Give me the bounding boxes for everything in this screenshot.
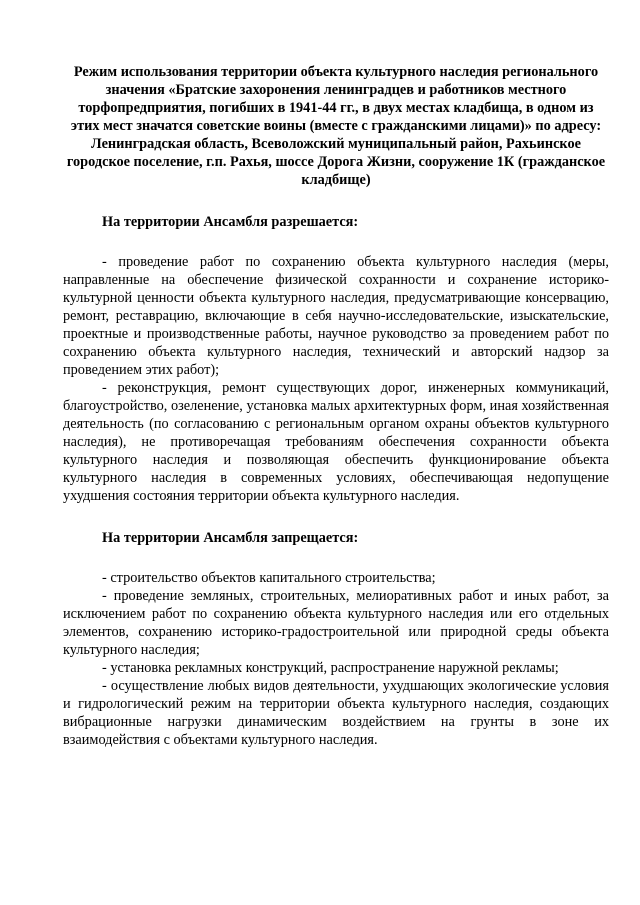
document-page bbox=[63, 63, 609, 749]
forbidden-item: - установка рекламных конструкций, распространение наружной рекламы; bbox=[102, 660, 559, 676]
forbidden-item: - осуществление любых видов деятельности, ухудшающих экологические условия и гидрологический режим на территории объекта культурного наследия, создающих вибрационные нагрузки динамическим воздействием на грунты в зоне их взаимодействия с объектами культурного наследия. bbox=[63, 678, 609, 748]
section-heading-forbidden: На территории Ансамбля запрещается: bbox=[102, 530, 359, 546]
forbidden-item: - строительство объектов капитального строительства; bbox=[102, 570, 436, 586]
section-heading-allowed: На территории Ансамбля разрешается: bbox=[102, 214, 359, 230]
forbidden-item: - проведение земляных, строительных, мелиоративных работ и иных работ, за исключением работ по сохранению объекта культурного наследия или его отдельных элементов, сохранению историко-градостроительной или природной среды объекта культурного наследия; bbox=[63, 588, 609, 658]
allowed-item: - проведение работ по сохранению объекта культурного наследия (меры, направленные на обеспечение физической сохранности и сохранение историко-культурной ценности объекта культурного наследия, предусматривающие консервацию, ремонт, реставрацию, включающие в себя научно-исследовательские, изыскательские, проектные и производственные работы, научное руководство за проведением работ по сохранению объекта культурного наследия, технический и авторский надзор за проведением этих работ); bbox=[63, 254, 609, 378]
document-title: Режим использования территории объекта культурного наследия регионального значения «Братские захоронения ленинградцев и работников местного торфопредприятия, погибших в 1941-44 гг., в двух местах кладбища, в одном из этих мест значатся советские воины (вместе с гражданскими лицами)» по адресу: Ленинградская область, Всеволожский муниципальный район, Рахьинское городское поселение, г.п. Рахья, шоссе Дорога Жизни, сооружение 1К (гражданское кладбище) bbox=[66, 64, 606, 188]
allowed-item: - реконструкция, ремонт существующих дорог, инженерных коммуникаций, благоустройство, озеленение, установка малых архитектурных форм, иная хозяйственная деятельность (по согласованию с региональным органом охраны объектов культурного наследия), не противоречащая требованиям обеспечения сохранности объекта культурного наследия и позволяющая обеспечить функционирование объекта культурного наследия в современных условиях, обеспечивающая недопущение ухудшения состояния территории объекта культурного наследия. bbox=[63, 380, 609, 504]
